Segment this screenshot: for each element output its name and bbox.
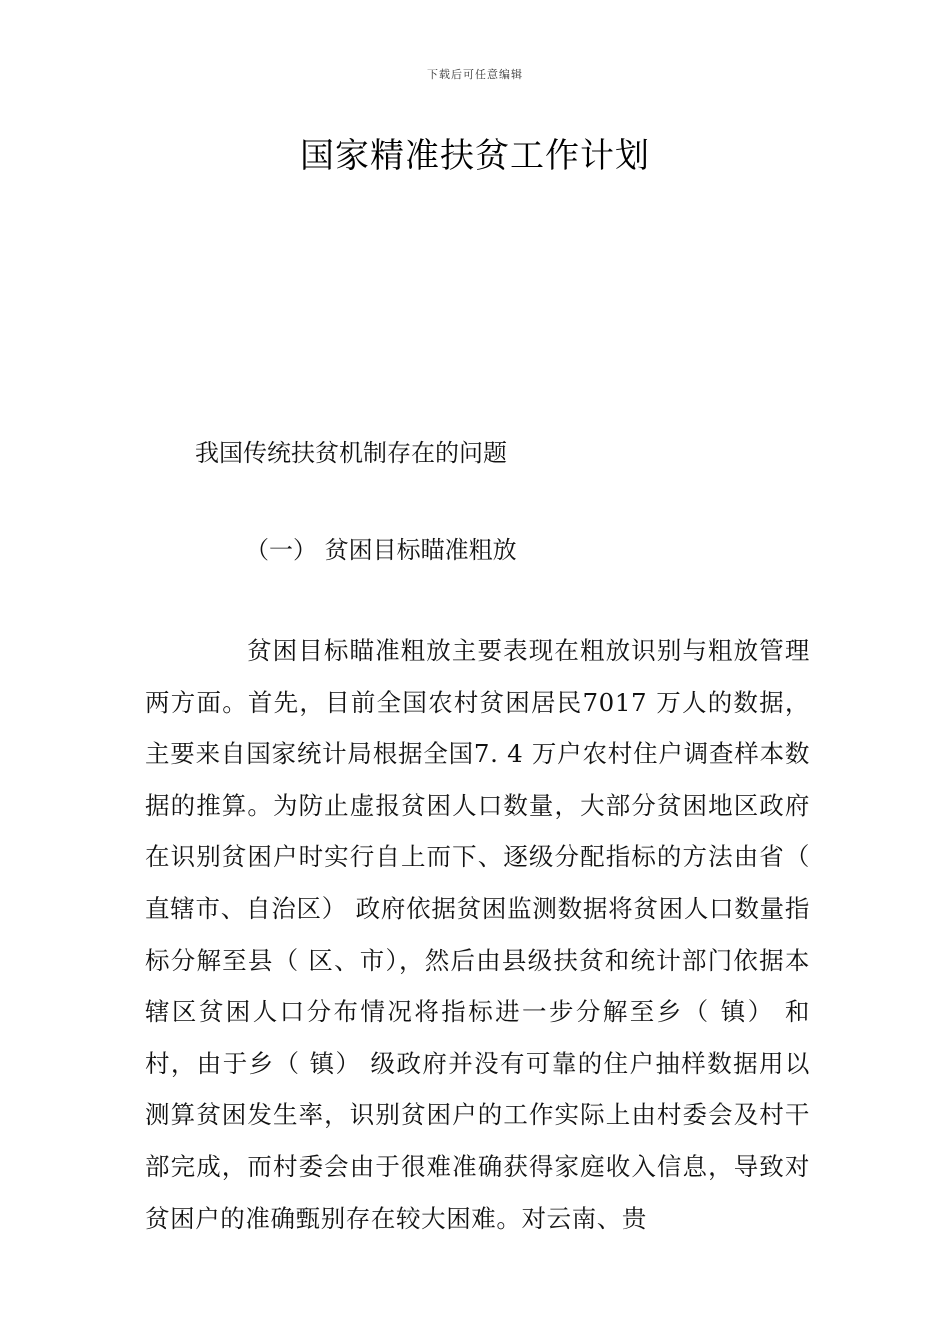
document-title: 国家精准扶贫工作计划 xyxy=(300,136,650,176)
header-note: 下载后可任意编辑 xyxy=(427,68,523,81)
section-heading: 我国传统扶贫机制存在的问题 xyxy=(195,439,507,467)
body-paragraph: 贫困目标瞄准粗放主要表现在粗放识别与粗放管理两方面。首先，目前全国农村贫困居民7017 万人的数据，主要来自国家统计局根据全国7. 4 万户农村住户调查样本数据的推算。为防止虚报贫困人口数量，大部分贫困地区政府在识别贫困户时实行自上而下、逐级分配指标的方法由省（ 直辖市、自治区） 政府依据贫困监测数据将贫困人口数量指标分解至县（ 区、市），然后由县级扶贫和统计部门依据本辖区贫困人口分布情况将指标进一步分解至乡（ 镇） 和村，由于乡（ 镇） 级政府并没有可靠的住户抽样数据用以测算贫困发生率，识别贫困户的工作实际上由村委会及村干部完成，而村委会由于很难准确获得家庭收入信息，导致对贫困户的准确甄别存在较大困难。对云南、贵 xyxy=(145,636,810,1233)
subsection-heading: （一） 贫困目标瞄准粗放 xyxy=(245,536,517,564)
